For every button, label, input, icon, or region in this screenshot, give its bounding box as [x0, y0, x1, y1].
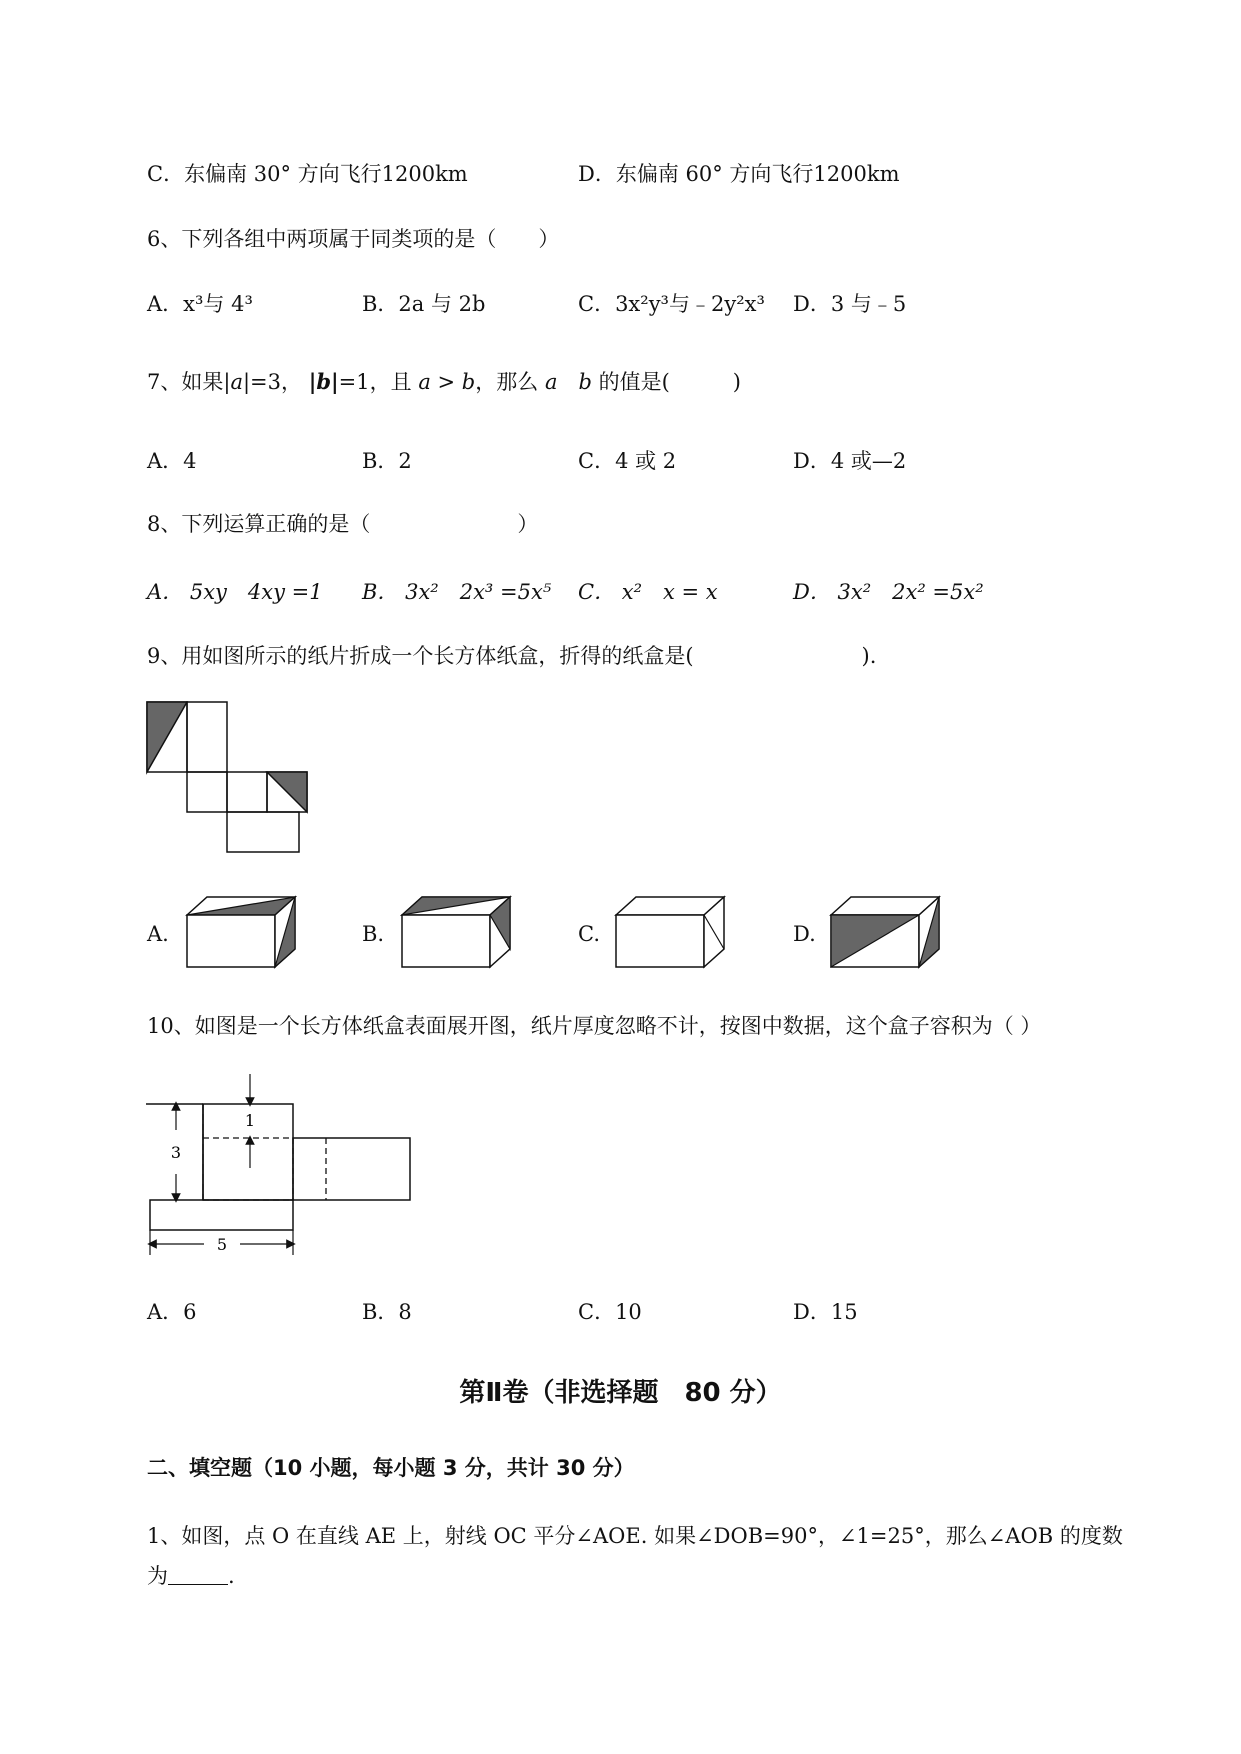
q9-option-c-box — [612, 893, 727, 973]
q8-stem: 8、下列运算正确的是（ ） — [147, 512, 539, 536]
q8-option-b: B． 3x² 2x³ =5x⁵ — [362, 580, 552, 604]
q9-stem: 9、用如图所示的纸片折成一个长方体纸盒，折得的纸盒是( ). — [147, 644, 877, 668]
q7-option-c: C．4 或 2 — [578, 449, 677, 473]
q8-option-d: D． 3x² 2x² =5x² — [793, 580, 984, 604]
q10-net-figure — [140, 1070, 420, 1260]
fill-q1-line2: 为 . — [147, 1564, 235, 1588]
q6-option-d: D．3 与﹣5 — [793, 292, 907, 316]
q7-option-b: B．2 — [362, 449, 412, 473]
q9-option-b-label: B. — [362, 922, 385, 946]
q10-label-5: 5 — [216, 1235, 228, 1254]
q7-eq1: =3， — [250, 370, 303, 394]
q10-option-b: B．8 — [362, 1300, 412, 1324]
part2-title: 第Ⅱ卷（非选择题 80 分） — [459, 1378, 782, 1408]
q6-stem: 6、下列各组中两项属于同类项的是（ ） — [147, 227, 560, 251]
q7-stem — [147, 366, 741, 396]
q7-expression: a b — [544, 370, 592, 394]
q6-option-a: A．x³与 4³ — [147, 292, 253, 316]
q8-option-a: A． 5xy 4xy =1 — [147, 580, 323, 604]
q7-prefix: 7、如果 — [147, 370, 224, 394]
q9-option-a-box — [183, 893, 298, 973]
q9-option-d-label: D. — [793, 922, 816, 946]
q7-suffix: 的值是( ) — [598, 370, 741, 394]
q10-stem: 10、如图是一个长方体纸盒表面展开图，纸片厚度忽略不计，按图中数据，这个盒子容积为（ ） — [147, 1014, 1042, 1038]
section-fill-in-blank: 二、填空题（10 小题，每小题 3 分，共计 30 分） — [147, 1456, 635, 1480]
q9-option-b-box — [398, 893, 513, 973]
q10-option-d: D．15 — [793, 1300, 858, 1324]
q9-option-a-label: A. — [147, 922, 169, 946]
q9-option-c-label: C. — [578, 922, 600, 946]
q5-option-c: C．东偏南 30° 方向飞行1200km — [147, 162, 468, 186]
q5-option-d: D．东偏南 60° 方向飞行1200km — [578, 162, 900, 186]
answer-blank — [168, 1566, 228, 1585]
q7-option-d: D．4 或—2 — [793, 449, 907, 473]
q10-option-a: A．6 — [147, 1300, 197, 1324]
q7-option-a: A．4 — [147, 449, 197, 473]
q7-condition: a > b — [418, 370, 476, 394]
q9-net-figure — [145, 700, 345, 860]
fill-q1-line2-text: 为 — [147, 1564, 168, 1588]
fill-q1-line1: 1、如图，点 O 在直线 AE 上，射线 OC 平分∠AOE. 如果∠DOB=90°，∠1=25°，那么∠AOB 的度数 — [147, 1524, 1123, 1548]
q7-abs-a: |a| — [223, 370, 251, 394]
q10-label-1: 1 — [244, 1111, 256, 1130]
q7-abs-b: |b| — [308, 369, 339, 394]
q6-option-b: B．2a 与 2b — [362, 292, 486, 316]
q7-eq2: =1，且 — [338, 370, 412, 394]
q6-option-c: C．3x²y³与﹣2y²x³ — [578, 292, 765, 316]
q10-option-c: C．10 — [578, 1300, 642, 1324]
q9-option-d-box — [827, 893, 942, 973]
q8-option-c: C． x² x = x — [578, 580, 718, 604]
q10-label-3: 3 — [170, 1143, 182, 1162]
q7-mid: ，那么 — [475, 370, 539, 394]
